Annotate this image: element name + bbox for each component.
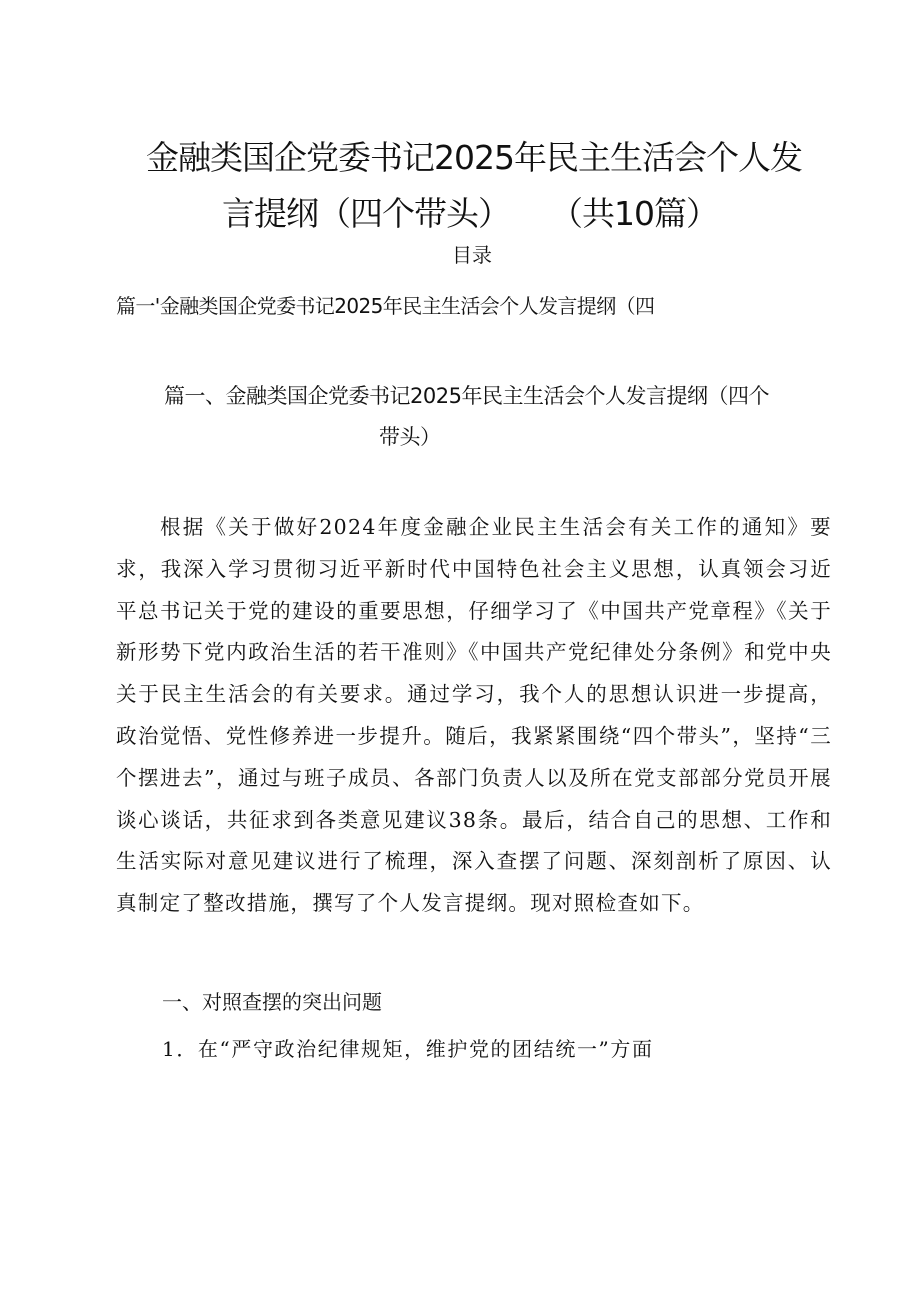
toc-entry-link[interactable]: 篇一'金融类国企党委书记2025年民主生活会个人发言提纲（四: [116, 294, 655, 318]
section-heading-line-1: 篇一、金融类国企党委书记2025年民主生活会个人发言提纲（四个: [164, 384, 769, 408]
section-heading: [164, 378, 844, 455]
body-paragraph: 根据《关于做好2024年度金融企业民主生活会有关工作的通知》要求，我深入学习贯彻习近平新时代中国特色社会主义思想，认真领会习近平总书记关于党的建设的重要思想，仔细学习了《中国共产党章程》《关于新形势下党内政治生活的若干准则》《中国共产党纪律处分条例》和党中央关于民主生活会的有关要求。通过学习，我个人的思想认识进一步提高，政治觉悟、党性修养进一步提升。随后，我紧紧围绕“四个带头”，坚持“三个摆进去”，通过与班子成员、各部门负责人以及所在党支部部分党员开展谈心谈话，共征求到各类意见建议38条。最后，结合自己的思想、工作和生活实际对意见建议进行了梳理，深入查摆了问题、深刻剖析了原因、认真制定了整改措施，撰写了个人发言提纲。现对照检查如下。: [116, 515, 832, 916]
document-title-line-2: [222, 194, 718, 234]
section-heading-line-2: 带头）: [379, 425, 441, 449]
point-1-heading: 1．在“严守政治纪律规矩，维护党的团结统一”方面: [162, 1037, 654, 1061]
document-title-count: （共10篇）: [550, 194, 718, 233]
document-title-main: 言提纲（四个带头）: [222, 194, 510, 233]
document-title-line-1: 金融类国企党委书记2025年民主生活会个人发: [146, 138, 802, 177]
table-of-contents-heading: 目录: [452, 243, 492, 267]
subheading-prominent-problems: 一、对照查摆的突出问题: [162, 990, 382, 1014]
